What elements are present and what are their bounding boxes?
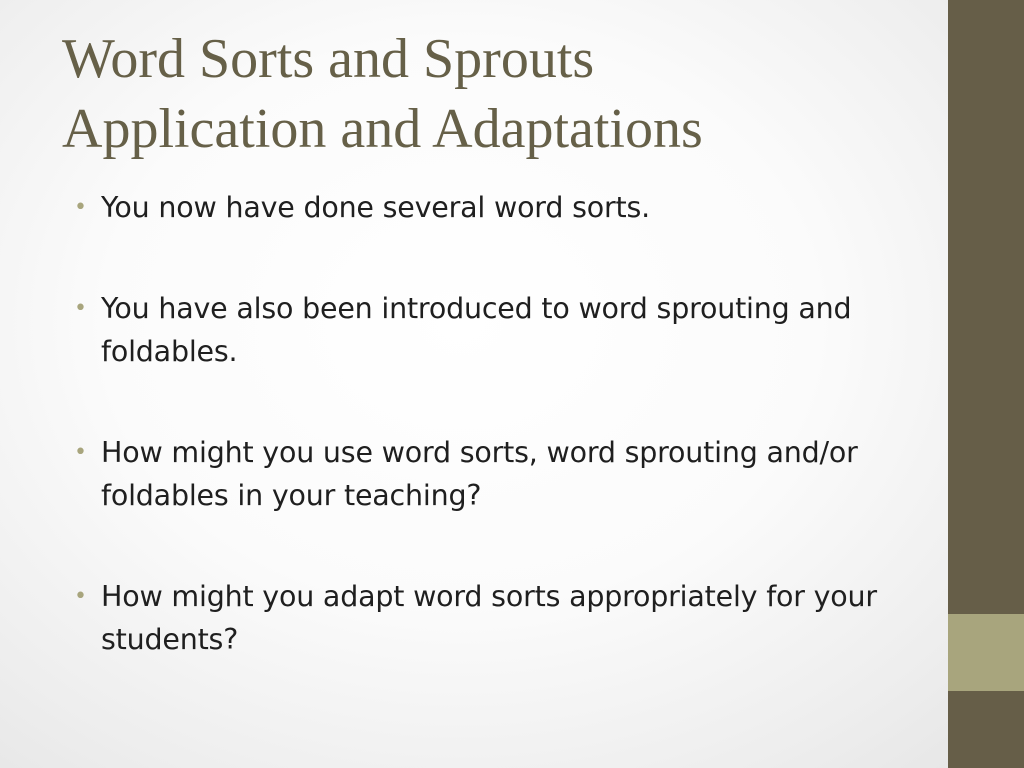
bullet-text: You have also been introduced to word sprouting and foldables. [101,292,852,368]
bullet-text: How might you adapt word sorts appropriately for your students? [101,580,877,656]
bullet-text: You now have done several word sorts. [101,191,650,224]
slide-title-line-1: Word Sorts and Sprouts [62,28,595,90]
side-decor-accent [948,614,1024,691]
slide-title [62,24,932,164]
bullet-item [74,287,914,373]
bullet-item [74,431,914,517]
bullet-item [74,186,914,229]
slide-title-line-2: Application and Adaptations [62,98,703,160]
bullet-dot-icon: • [74,296,87,321]
bullet-dot-icon: • [74,584,87,609]
bullet-dot-icon: • [74,195,87,220]
bullet-item [74,575,914,661]
bullet-dot-icon: • [74,440,87,465]
bullet-list [74,186,914,719]
bullet-text: How might you use word sorts, word sprouting and/or foldables in your teaching? [101,436,858,512]
